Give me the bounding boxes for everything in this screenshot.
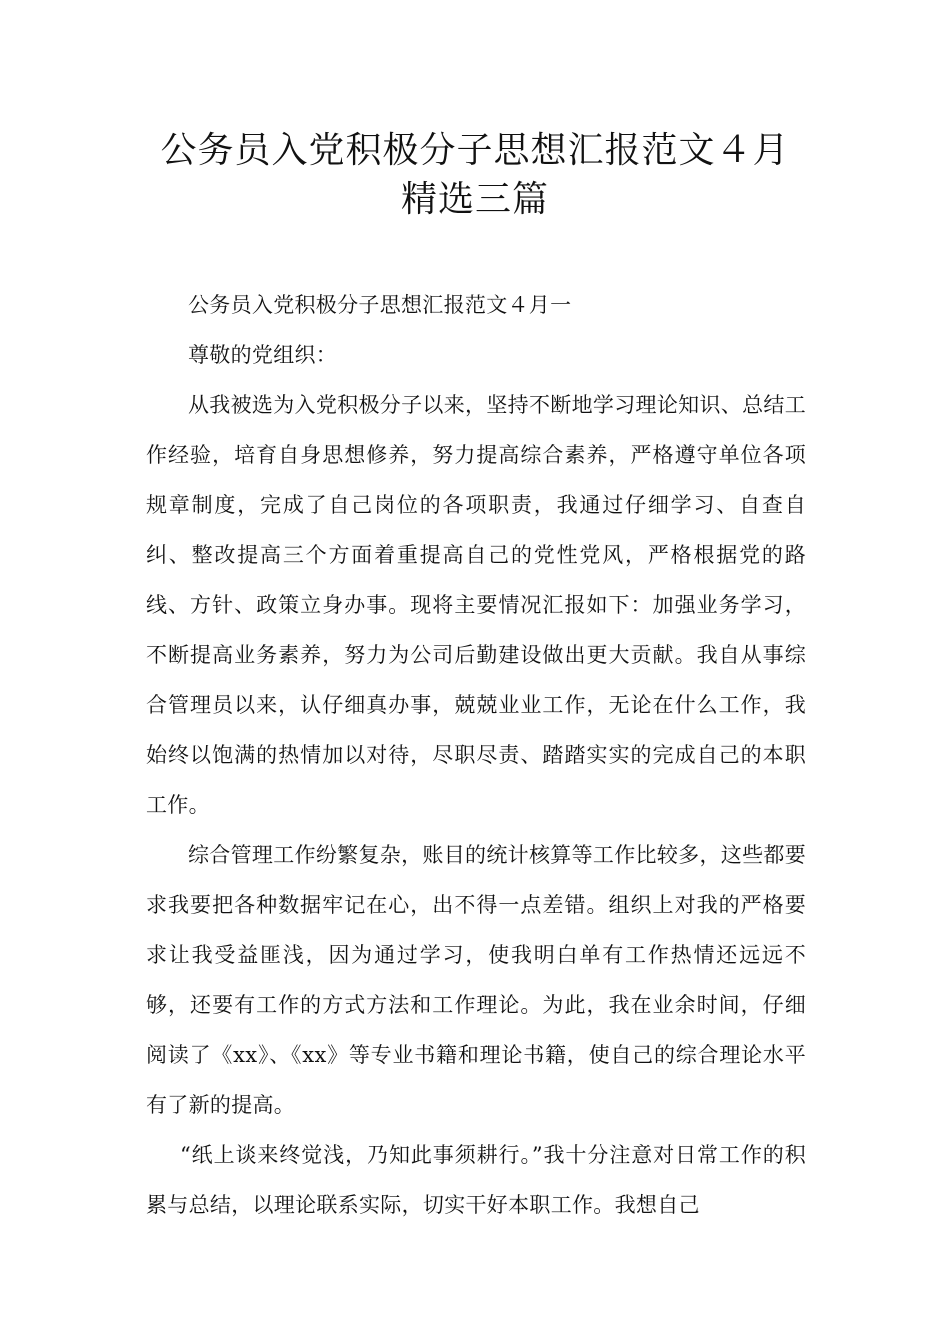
paragraph-1: 从我被选为入党积极分子以来，坚持不断地学习理论知识、总结工作经验，培育自身思想修养，努力提高综合素养，严格遵守单位各项规章制度，完成了自己岗位的各项职责，我通过仔细学习、自查自纠、整改提高三个方面着重提高自己的党性党风，严格根据党的路线、方针、政策立身办事。现将主要情况汇报如下：加强业务学习，不断提高业务素养，努力为公司后勤建设做出更大贡献。我自从事综合管理员以来，认仔细真办事，兢兢业业工作，无论在什么工作，我始终以饱满的热情加以对待，尽职尽责、踏踏实实的完成自己的本职工作。 [146, 393, 806, 817]
salutation: 尊敬的党组织： [188, 343, 338, 367]
title-line-2: 精选三篇 [400, 179, 549, 220]
paragraph-3: “纸上谈来终觉浅，乃知此事须耕行。”我十分注意对日常工作的积累与总结，以理论联系实际，切实干好本职工作。我想自己 [146, 1143, 806, 1217]
title-line-1: 公务员入党积极分子思想汇报范文４月 [160, 130, 790, 171]
document-body [146, 280, 806, 1230]
document-title [120, 126, 830, 224]
subtitle: 公务员入党积极分子思想汇报范文４月一 [188, 293, 572, 317]
paragraph-2: 综合管理工作纷繁复杂，账目的统计核算等工作比较多，这些都要求我要把各种数据牢记在心，出不得一点差错。组织上对我的严格要求让我受益匪浅，因为通过学习，使我明白单有工作热情还远远不够，还要有工作的方式方法和工作理论。为此，我在业余时间，仔细阅读了《xx》、《xx》等专业书籍和理论书籍，使自己的综合理论水平有了新的提高。 [146, 843, 806, 1117]
